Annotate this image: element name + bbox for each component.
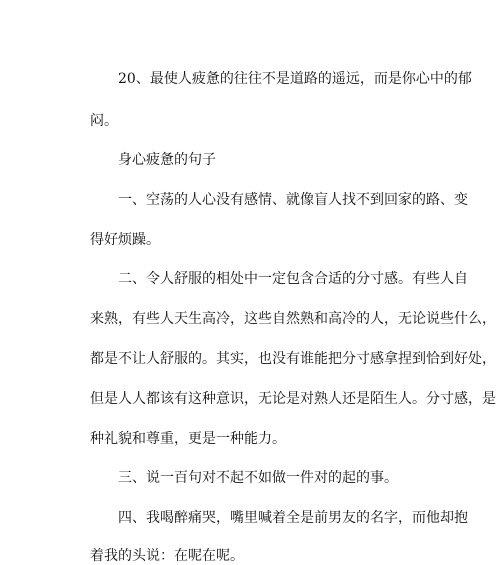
- paragraph-20-line-1: 20、最使人疲惫的往往不是道路的遥远，而是你心中的郁: [118, 71, 472, 87]
- section-heading: 身心疲惫的句子: [118, 152, 216, 168]
- paragraph-1-line-1: 一、空荡的人心没有感情、就像盲人找不到回家的路、变: [118, 192, 468, 208]
- paragraph-4-line-2: 着我的头说：在呢在呢。: [90, 548, 244, 564]
- paragraph-3-line-1: 三、说一百句对不起不如做一件对的起的事。: [118, 470, 398, 486]
- paragraph-2-line-1: 二、令人舒服的相处中一定包含合适的分寸感。有些人自: [118, 271, 468, 287]
- paragraph-2-line-3: 都是不让人舒服的。其实，也没有谁能把分寸感拿捏到恰到好处，: [90, 351, 496, 367]
- paragraph-1-line-2: 得好烦躁。: [90, 232, 160, 248]
- paragraph-20-line-2: 闷。: [90, 113, 118, 129]
- paragraph-2-line-2: 来熟，有些人天生高冷，这些自然熟和高冷的人，无论说些什么，: [90, 311, 496, 327]
- paragraph-4-line-1: 四、我喝醉痛哭，嘴里喊着全是前男友的名字，而他却抱: [118, 510, 468, 526]
- paragraph-2-line-5: 种礼貌和尊重，更是一种能力。: [90, 431, 286, 447]
- paragraph-2-line-4: 但是人人都该有这种意识，无论是对熟人还是陌生人。分寸感，是: [90, 391, 496, 407]
